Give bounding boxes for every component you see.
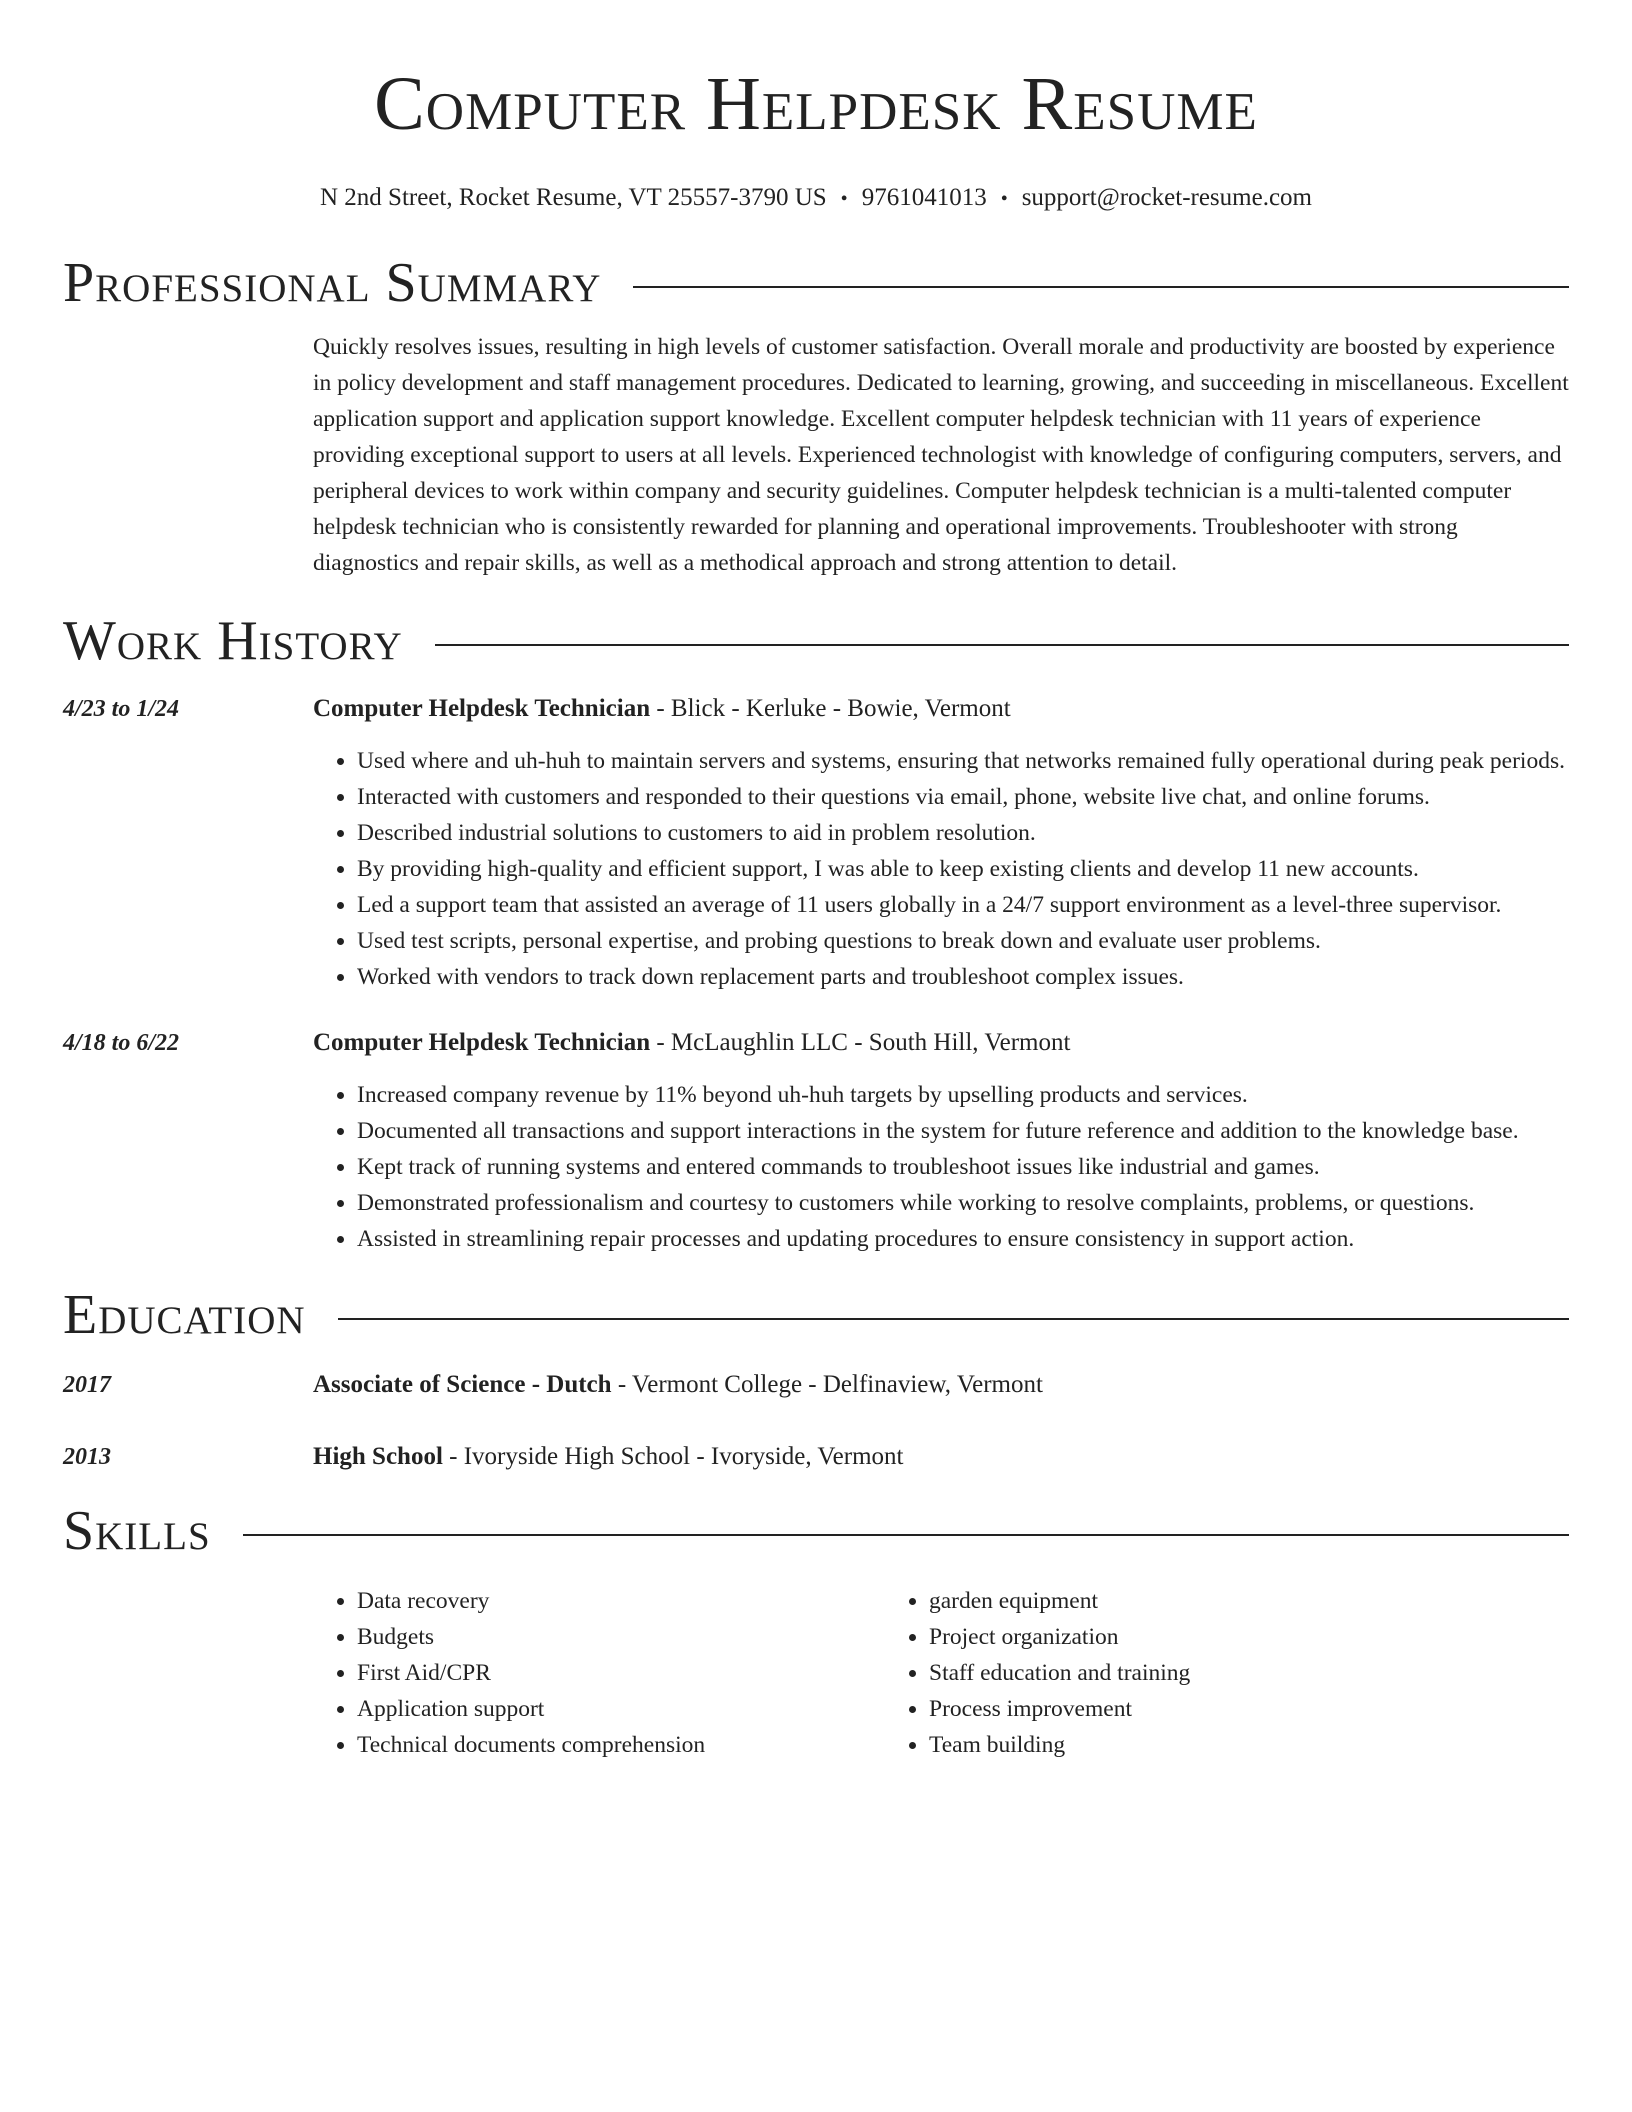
job-dates: 4/18 to 6/22 bbox=[63, 1030, 180, 1056]
skills-list-right bbox=[885, 1583, 1457, 1763]
job-dates: 4/23 to 1/24 bbox=[63, 696, 180, 722]
section-divider bbox=[633, 286, 1569, 288]
job-details: - McLaughlin LLC - South Hill, Vermont bbox=[650, 1029, 1071, 1056]
job-title-line bbox=[313, 1025, 1569, 1061]
skills-section-header bbox=[63, 1499, 1569, 1563]
list-item: • Assisted in streamlining repair processes and updating procedures to ensure consistency in support action. bbox=[357, 1221, 1569, 1257]
job-details: - Blick - Kerluke - Bowie, Vermont bbox=[650, 695, 1011, 722]
list-item: • Demonstrated professionalism and courtesy to customers while working to resolve complaints, problems, or questions. bbox=[357, 1185, 1569, 1221]
list-item: • Led a support team that assisted an average of 11 users globally in a 24/7 support environment as a level-three supervisor. bbox=[357, 887, 1569, 923]
work-heading: Work History bbox=[63, 610, 403, 672]
bullet-separator: • bbox=[1000, 188, 1008, 210]
list-item: • Described industrial solutions to customers to aid in problem resolution. bbox=[357, 815, 1569, 851]
job-title: Computer Helpdesk Technician bbox=[313, 1029, 651, 1056]
job-body bbox=[313, 1025, 1569, 1257]
skill-item: • Application support bbox=[357, 1691, 885, 1727]
phone: 9761041013 bbox=[861, 184, 987, 211]
skill-item: • First Aid/CPR bbox=[357, 1655, 885, 1691]
job-bullets bbox=[313, 1077, 1569, 1257]
job-title: Computer Helpdesk Technician bbox=[313, 695, 651, 722]
skill-item: • Team building bbox=[929, 1727, 1457, 1763]
list-item: • Increased company revenue by 11% beyond uh-huh targets by upselling products and services. bbox=[357, 1077, 1569, 1113]
list-item: • Kept track of running systems and entered commands to troubleshoot issues like industrial and games. bbox=[357, 1149, 1569, 1185]
education-year: 2013 bbox=[63, 1444, 111, 1470]
email: support@rocket-resume.com bbox=[1021, 184, 1312, 211]
education-entry bbox=[63, 1439, 1569, 1475]
section-divider bbox=[338, 1318, 1569, 1320]
job-title-line bbox=[313, 691, 1569, 727]
job-bullets bbox=[313, 743, 1569, 995]
education-entry bbox=[63, 1367, 1569, 1403]
education-year: 2017 bbox=[63, 1372, 111, 1398]
summary-heading: Professional Summary bbox=[63, 252, 602, 314]
contact-line bbox=[63, 182, 1569, 215]
section-divider bbox=[243, 1534, 1569, 1536]
list-item: • Worked with vendors to track down replacement parts and troubleshoot complex issues. bbox=[357, 959, 1569, 995]
list-item: • Used test scripts, personal expertise, and probing questions to break down and evaluate user problems. bbox=[357, 923, 1569, 959]
skill-item: • Data recovery bbox=[357, 1583, 885, 1619]
address: N 2nd Street, Rocket Resume, VT 25557-3790 US bbox=[319, 184, 827, 211]
skills-columns bbox=[313, 1583, 1569, 1763]
skill-item: • Staff education and training bbox=[929, 1655, 1457, 1691]
section-divider bbox=[435, 644, 1569, 646]
education-details: - Vermont College - Delfinaview, Vermont bbox=[611, 1371, 1043, 1398]
bullet-separator: • bbox=[840, 188, 848, 210]
education-details: - Ivoryside High School - Ivoryside, Vermont bbox=[442, 1443, 904, 1470]
summary-section-header bbox=[63, 251, 1569, 315]
skills-heading: Skills bbox=[63, 1500, 211, 1562]
list-item: • By providing high-quality and efficient support, I was able to keep existing clients and develop 11 new accounts. bbox=[357, 851, 1569, 887]
list-item: • Interacted with customers and responded to their questions via email, phone, website live chat, and online forums. bbox=[357, 779, 1569, 815]
resume-title: Computer Helpdesk Resume bbox=[374, 62, 1258, 146]
education-heading: Education bbox=[63, 1284, 306, 1346]
education-title-line bbox=[313, 1367, 1043, 1403]
education-section-header bbox=[63, 1283, 1569, 1347]
summary-text: Quickly resolves issues, resulting in high levels of customer satisfaction. Overall morale and productivity are boosted by experience in policy development and staff management procedures. Dedicated to learning, growing, and succeeding in miscellaneous. Excellent application support and application support knowledge. Excellent computer helpdesk technician with 11 years of experience providing exceptional support to users at all levels. Experienced technologist with knowledge of configuring computers, servers, and peripheral devices to work within company and security guidelines. Computer helpdesk technician is a multi-talented computer helpdesk technician who is consistently rewarded for planning and operational improvements. Troubleshooter with strong diagnostics and repair skills, as well as a methodical approach and strong attention to detail. bbox=[313, 334, 1569, 576]
skill-item: • Technical documents comprehension bbox=[357, 1727, 885, 1763]
skill-item: • Process improvement bbox=[929, 1691, 1457, 1727]
skill-item: • garden equipment bbox=[929, 1583, 1457, 1619]
education-degree: High School bbox=[313, 1443, 443, 1470]
skill-item: • Project organization bbox=[929, 1619, 1457, 1655]
skill-item: • Budgets bbox=[357, 1619, 885, 1655]
job-entry bbox=[63, 1025, 1569, 1257]
education-title-line bbox=[313, 1439, 904, 1475]
education-degree: Associate of Science - Dutch bbox=[313, 1371, 612, 1398]
job-entry bbox=[63, 691, 1569, 995]
list-item: • Documented all transactions and support interactions in the system for future reference and addition to the knowledge base. bbox=[357, 1113, 1569, 1149]
work-section-header bbox=[63, 609, 1569, 673]
job-body bbox=[313, 691, 1569, 995]
list-item: • Used where and uh-huh to maintain servers and systems, ensuring that networks remained fully operational during peak periods. bbox=[357, 743, 1569, 779]
skills-list-left bbox=[313, 1583, 885, 1763]
